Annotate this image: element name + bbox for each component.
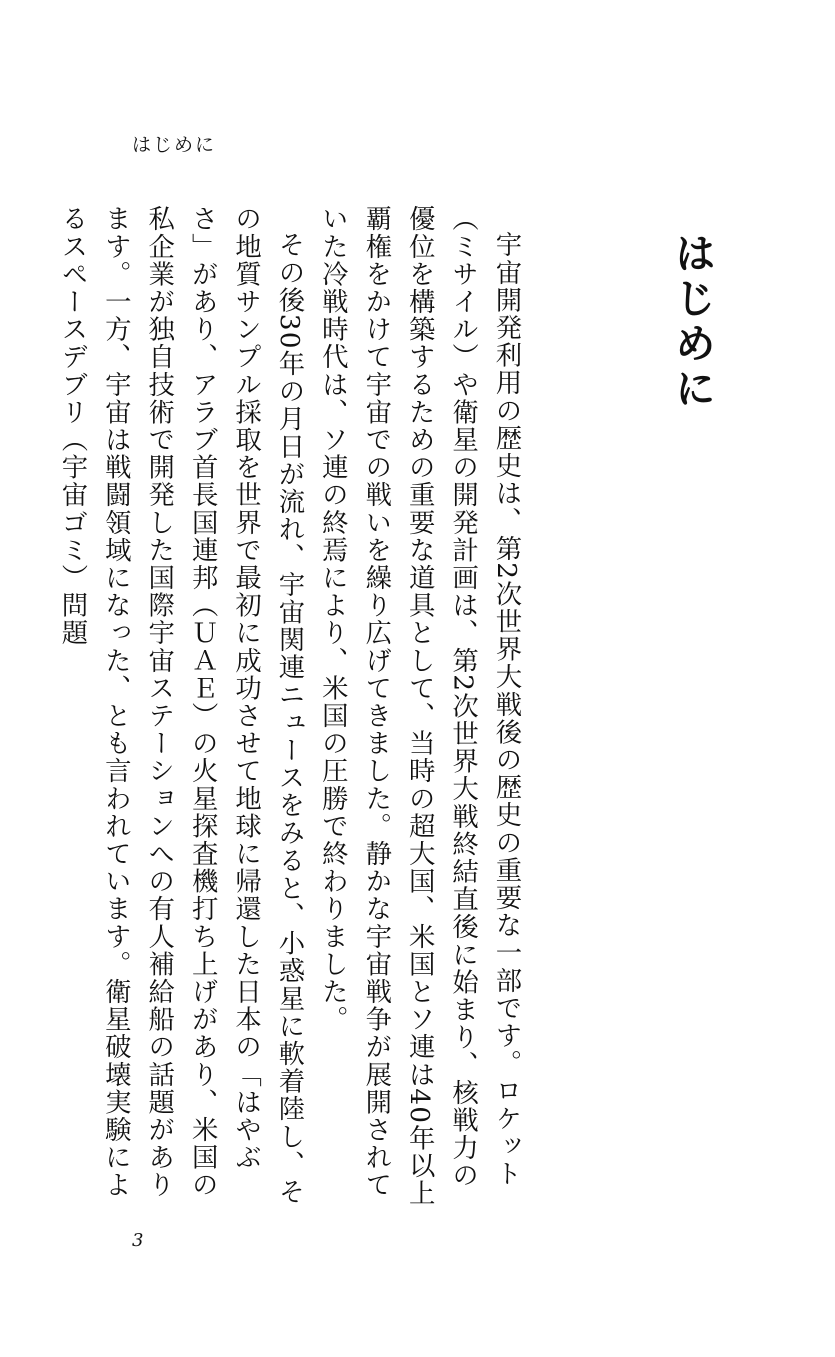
- body-text: [56, 205, 528, 1210]
- paragraph-2: その後30年の月日が流れ、宇宙関連ニュースをみると、小惑星に軟着陸し、その地質サンプル採取を世界で最初に成功させて地球に帰還した日本の「はやぶさ」があり、アラブ首長国連邦（ＵＡＥ）の火星探査機打ち上げがあり、米国の私企業が独自技術で開発した国際宇宙ステーションへの有人補給船の話題があります。一方、宇宙は戦闘領域になった、とも言われています。衛星破壊実験によるスペースデブリ（宇宙ゴミ）問題: [56, 205, 305, 1206]
- running-head: はじめに: [132, 134, 217, 156]
- paragraph-1: 宇宙開発利用の歴史は、第2次世界大戦後の歴史の重要な一部です。ロケット（ミサイル）や衛星の開発計画は、第2次世界大戦終結直後に始まり、核戦力の優位を構築するための重要な道具として、当時の超大国、米国とソ連は40年以上覇権をかけて宇宙での戦いを繰り広げてきました。静かな宇宙戦争が展開されていた冷戦時代は、ソ連の終焉により、米国の圧勝で終わりました。: [317, 205, 522, 1207]
- page-number: 3: [132, 1230, 144, 1251]
- chapter-title: はじめに: [668, 232, 716, 412]
